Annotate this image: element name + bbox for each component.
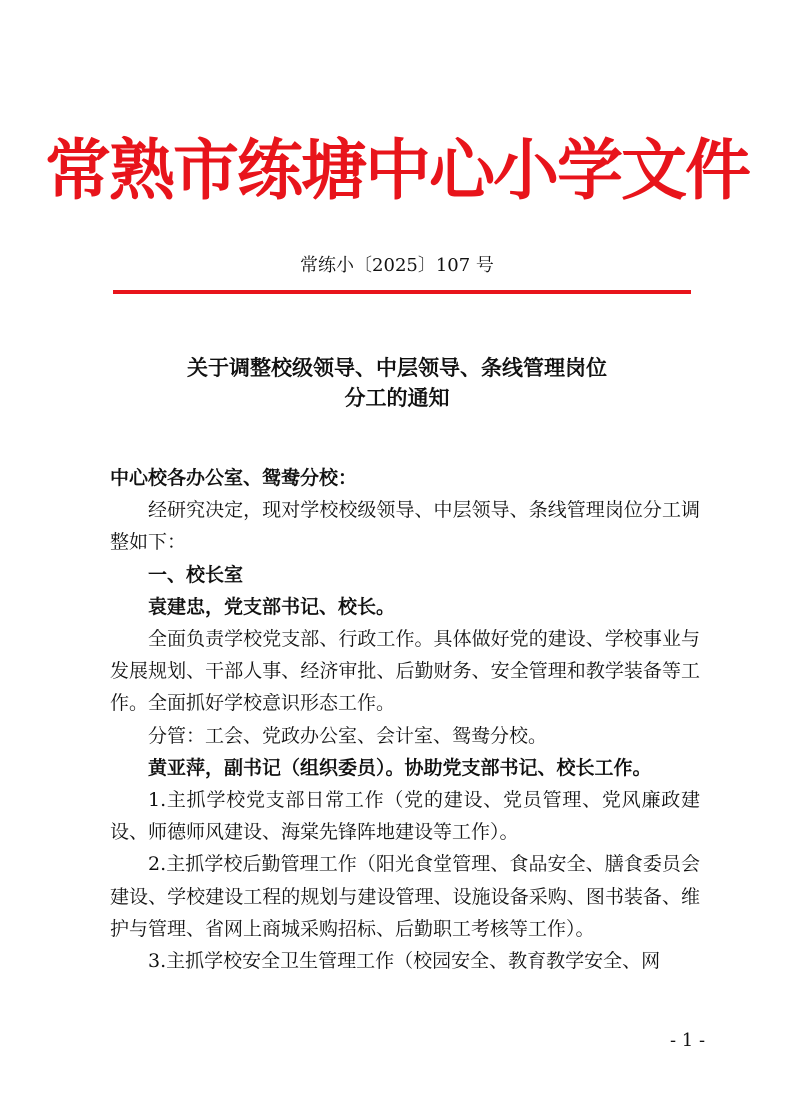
notice-title-line-2: 分工的通知 bbox=[344, 386, 450, 410]
duty-item-2: 2.主抓学校后勤管理工作（阳光食堂管理、食品安全、膳食委员会建设、学校建设工程的规划与建设管理、设施设备采购、图书装备、维护与管理、省网上商城采购招标、后勤职工考核等工作）。 bbox=[110, 853, 700, 940]
page-number: - 1 - bbox=[670, 1030, 706, 1051]
duty-item-1: 1.主抓学校党支部日常工作（党的建设、党员管理、党风廉政建设、师德师风建设、海棠先锋阵地建设等工作）。 bbox=[110, 789, 700, 844]
section-heading-principal-office: 一、校长室 bbox=[148, 563, 244, 586]
duty-item-3: 3.主抓学校安全卫生管理工作（校园安全、教育教学安全、网 bbox=[148, 950, 661, 973]
principal-duties-paragraph: 全面负责学校党支部、行政工作。具体做好党的建设、学校事业与发展规划、干部人事、经济审批、后勤财务、安全管理和教学装备等工作。全面抓好学校意识形态工作。 bbox=[110, 628, 700, 715]
red-separator-line bbox=[113, 290, 691, 294]
principal-supervision-paragraph: 分管：工会、党政办公室、会计室、鸳鸯分校。 bbox=[148, 724, 548, 747]
notice-title-line-1: 关于调整校级领导、中层领导、条线管理岗位 bbox=[187, 356, 607, 380]
salutation: 中心校各办公室、鸳鸯分校： bbox=[110, 467, 358, 489]
person-heading-deputy-secretary: 黄亚萍，副书记（组织委员）。协助党支部书记、校长工作。 bbox=[148, 756, 652, 779]
document-header-title: 常熟市练塘中心小学文件 bbox=[45, 132, 749, 209]
intro-paragraph: 经研究决定，现对学校校级领导、中层领导、条线管理岗位分工调整如下： bbox=[110, 499, 700, 554]
person-heading-principal: 袁建忠，党支部书记、校长。 bbox=[148, 595, 396, 618]
document-body bbox=[110, 462, 700, 977]
document-number: 常练小〔2025〕107 号 bbox=[300, 255, 494, 276]
